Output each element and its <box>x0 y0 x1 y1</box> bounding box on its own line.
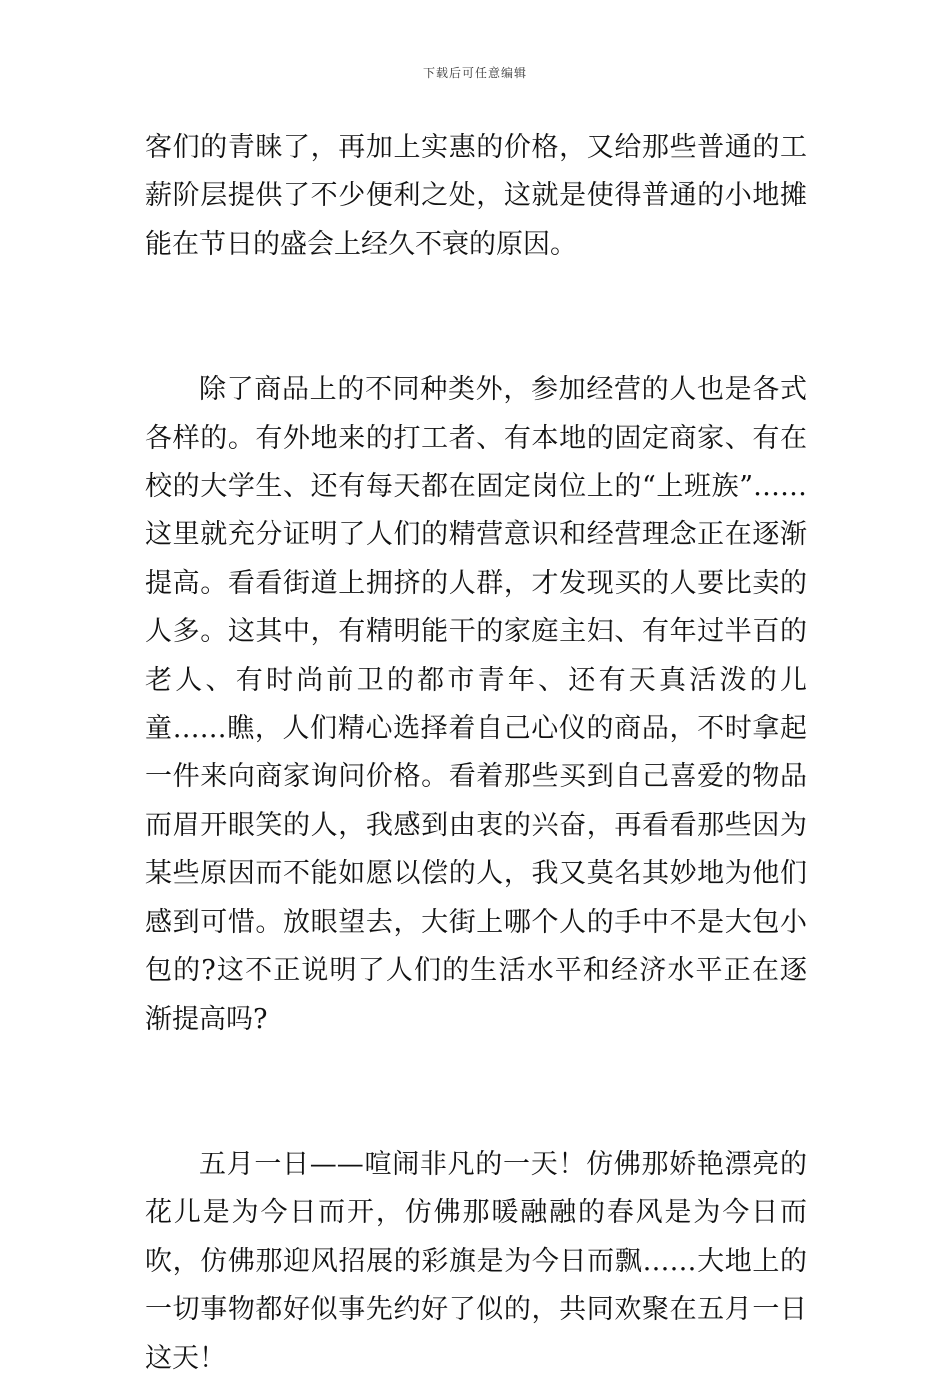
paragraph-continuation: 客们的青睐了，再加上实惠的价格，又给那些普通的工薪阶层提供了不少便利之处，这就是使得普通的小地摊能在节日的盛会上经久不衰的原因。 <box>145 132 807 260</box>
paragraph-spacer <box>145 1044 807 1141</box>
paragraph-vendors-and-buyers: 除了商品上的不同种类外，参加经营的人也是各式各样的。有外地来的打工者、有本地的固定商家、有在校的大学生、还有每天都在固定岗位上的“上班族”……这里就充分证明了人们的精营意识和经营理念正在逐渐提高。看看街道上拥挤的人群，才发现买的人要比卖的人多。这其中，有精明能干的家庭主妇、有年过半百的老人、有时尚前卫的都市青年、还有天真活泼的儿童……瞧，人们精心选择着自己心仪的商品，不时拿起一件来向商家询问价格。看着那些买到自己喜爱的物品而眉开眼笑的人，我感到由衷的兴奋，再看看那些因为某些原因而不能如愿以偿的人，我又莫名其妙地为他们感到可惜。放眼望去，大街上哪个人的手中不是大包小包的?这不正说明了人们的生活水平和经济水平正在逐渐提高吗? <box>145 374 807 1035</box>
document-body <box>145 124 807 1383</box>
paragraph-spacer <box>145 269 807 366</box>
paragraph-may-day: 五月一日——喧闹非凡的一天！仿佛那娇艳漂亮的花儿是为今日而开，仿佛那暖融融的春风是为今日而吹，仿佛那迎风招展的彩旗是为今日而飘……大地上的一切事物都好似事先约好了似的，共同欢聚在五月一日这天！ <box>145 1148 807 1374</box>
page-header: 下载后可任意编辑 <box>422 66 527 80</box>
